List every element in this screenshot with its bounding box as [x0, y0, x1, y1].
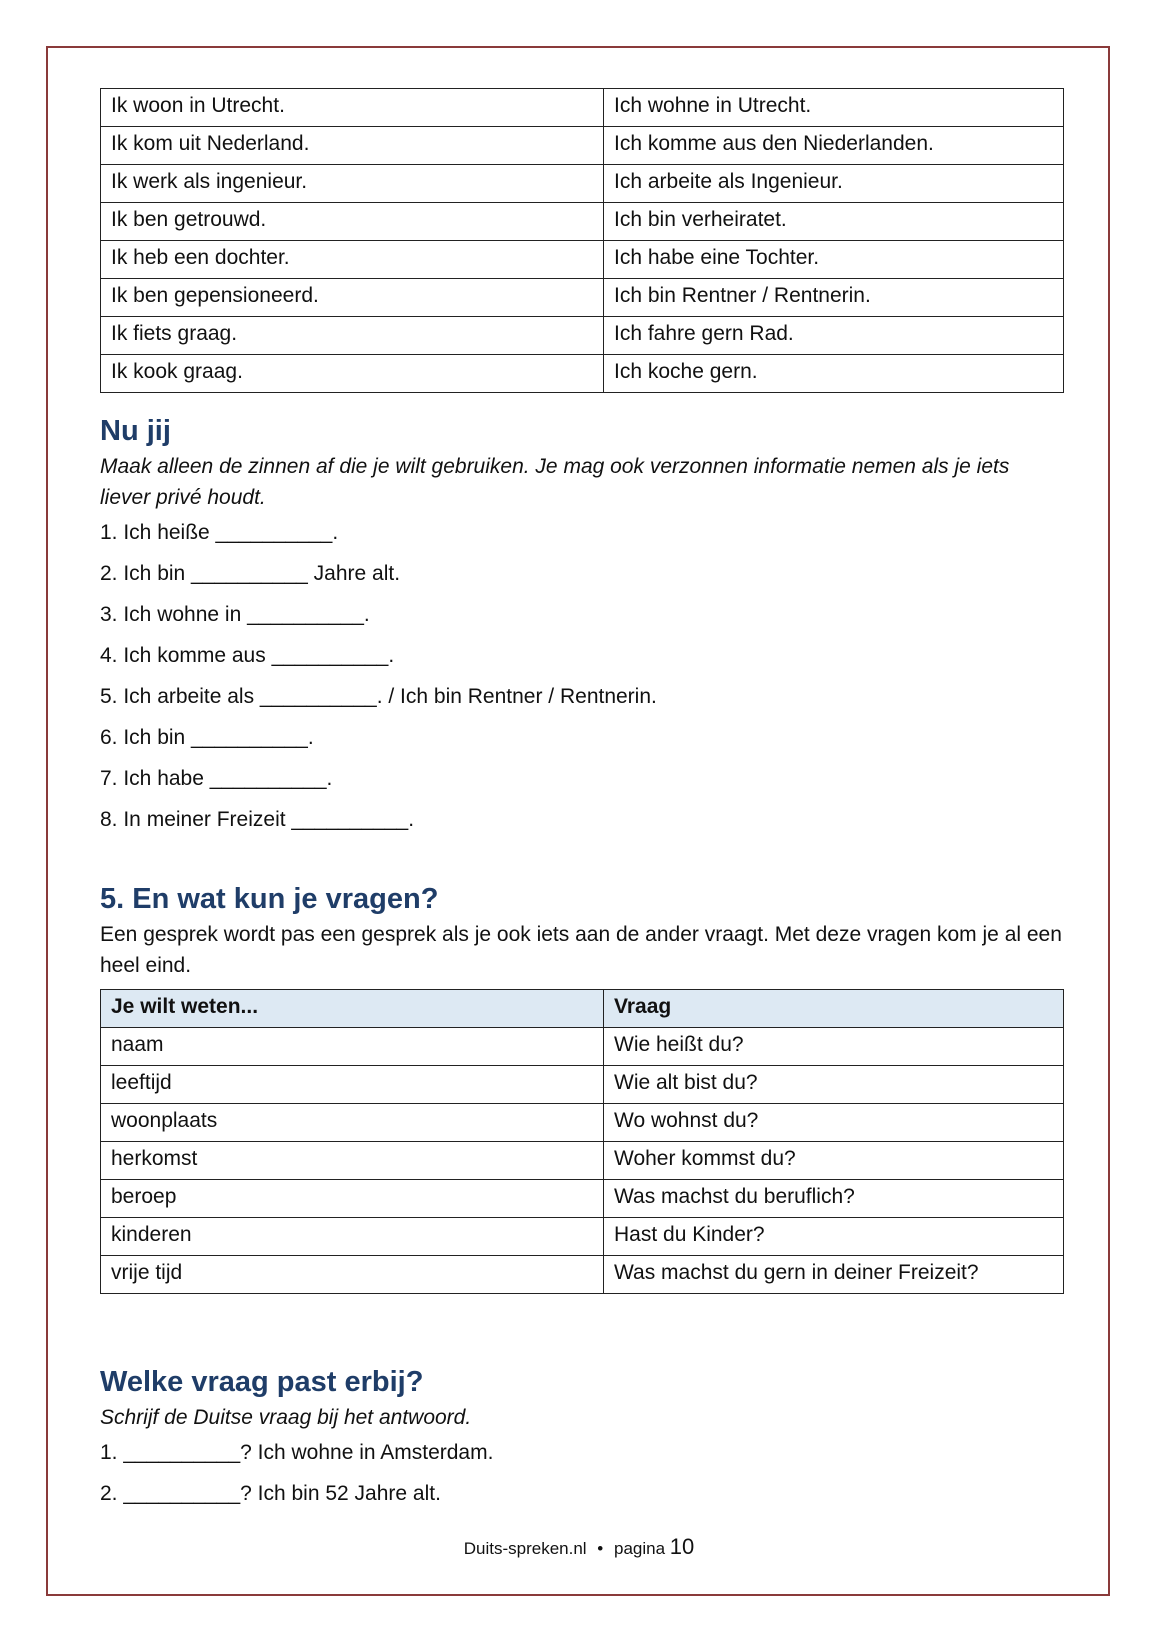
- exercise-item: 3. Ich wohne in __________.: [100, 603, 370, 626]
- welke-vraag-list: [100, 1440, 1064, 1507]
- dutch-cell: Ik kom uit Nederland.: [101, 127, 604, 165]
- german-cell: Ich arbeite als Ingenieur.: [604, 165, 1064, 203]
- topic-cell: herkomst: [101, 1142, 604, 1180]
- dutch-cell: Ik heb een dochter.: [101, 241, 604, 279]
- table-row: [101, 1180, 1064, 1218]
- table-row: [101, 89, 1064, 127]
- dutch-cell: Ik fiets graag.: [101, 317, 604, 355]
- exercise-item: 6. Ich bin __________.: [100, 726, 314, 749]
- table-row: [101, 165, 1064, 203]
- question-cell: Wo wohnst du?: [604, 1104, 1064, 1142]
- nu-jij-heading: Nu jij: [100, 415, 171, 447]
- header-cell: Je wilt weten...: [101, 990, 604, 1028]
- german-cell: Ich koche gern.: [604, 355, 1064, 393]
- question-cell: Hast du Kinder?: [604, 1218, 1064, 1256]
- welke-vraag-heading: Welke vraag past erbij?: [100, 1366, 424, 1398]
- nu-jij-list: [100, 520, 1064, 833]
- section-5-heading: 5. En wat kun je vragen?: [100, 883, 439, 915]
- page-content: [100, 88, 1064, 1522]
- table-row: [101, 1256, 1064, 1294]
- exercise-item: 8. In meiner Freizeit __________.: [100, 808, 415, 831]
- exercise-item: 5. Ich arbeite als __________. / Ich bin Rentner / Rentnerin.: [100, 685, 657, 708]
- table-row: [101, 355, 1064, 393]
- german-cell: Ich fahre gern Rad.: [604, 317, 1064, 355]
- table-row: [101, 1028, 1064, 1066]
- question-cell: Was machst du gern in deiner Freizeit?: [604, 1256, 1064, 1294]
- table-header-row: [101, 990, 1064, 1028]
- table-row: [101, 317, 1064, 355]
- german-cell: Ich wohne in Utrecht.: [604, 89, 1064, 127]
- table-row: [101, 241, 1064, 279]
- dutch-cell: Ik ben gepensioneerd.: [101, 279, 604, 317]
- exercise-item: 7. Ich habe __________.: [100, 767, 333, 790]
- questions-table: [100, 989, 1064, 1294]
- german-cell: Ich bin Rentner / Rentnerin.: [604, 279, 1064, 317]
- german-cell: Ich habe eine Tochter.: [604, 241, 1064, 279]
- question-cell: Wie alt bist du?: [604, 1066, 1064, 1104]
- topic-cell: leeftijd: [101, 1066, 604, 1104]
- topic-cell: vrije tijd: [101, 1256, 604, 1294]
- topic-cell: woonplaats: [101, 1104, 604, 1142]
- footer-page-label: pagina: [613, 1539, 666, 1558]
- exercise-item: 4. Ich komme aus __________.: [100, 644, 395, 667]
- footer-bullet: •: [597, 1539, 604, 1558]
- nu-jij-instruction: Maak alleen de zinnen af die je wilt gebruiken. Je mag ook verzonnen informatie nemen als je iets liever privé houdt.: [100, 455, 1010, 509]
- question-cell: Wie heißt du?: [604, 1028, 1064, 1066]
- page-number: 10: [669, 1534, 695, 1559]
- topic-cell: beroep: [101, 1180, 604, 1218]
- dutch-cell: Ik woon in Utrecht.: [101, 89, 604, 127]
- german-cell: Ich bin verheiratet.: [604, 203, 1064, 241]
- dutch-cell: Ik werk als ingenieur.: [101, 165, 604, 203]
- table-row: [101, 1142, 1064, 1180]
- table-row: [101, 1066, 1064, 1104]
- exercise-item: 1. __________? Ich wohne in Amsterdam.: [100, 1441, 494, 1464]
- exercise-item: 1. Ich heiße __________.: [100, 521, 339, 544]
- table-row: [101, 203, 1064, 241]
- exercise-item: 2. __________? Ich bin 52 Jahre alt.: [100, 1482, 441, 1505]
- topic-cell: kinderen: [101, 1218, 604, 1256]
- question-cell: Was machst du beruflich?: [604, 1180, 1064, 1218]
- translation-table: [100, 88, 1064, 393]
- topic-cell: naam: [101, 1028, 604, 1066]
- table-row: [101, 127, 1064, 165]
- german-cell: Ich komme aus den Niederlanden.: [604, 127, 1064, 165]
- page-footer: [0, 1534, 1158, 1562]
- section-5-intro: Een gesprek wordt pas een gesprek als je ook iets aan de ander vraagt. Met deze vragen kom je al een heel eind.: [100, 923, 1062, 977]
- welke-vraag-instruction: Schrijf de Duitse vraag bij het antwoord.: [100, 1406, 472, 1429]
- dutch-cell: Ik kook graag.: [101, 355, 604, 393]
- table-row: [101, 1104, 1064, 1142]
- header-cell: Vraag: [604, 990, 1064, 1028]
- dutch-cell: Ik ben getrouwd.: [101, 203, 604, 241]
- table-row: [101, 279, 1064, 317]
- question-cell: Woher kommst du?: [604, 1142, 1064, 1180]
- exercise-item: 2. Ich bin __________ Jahre alt.: [100, 562, 401, 585]
- footer-site: Duits-spreken.nl: [463, 1539, 587, 1558]
- table-row: [101, 1218, 1064, 1256]
